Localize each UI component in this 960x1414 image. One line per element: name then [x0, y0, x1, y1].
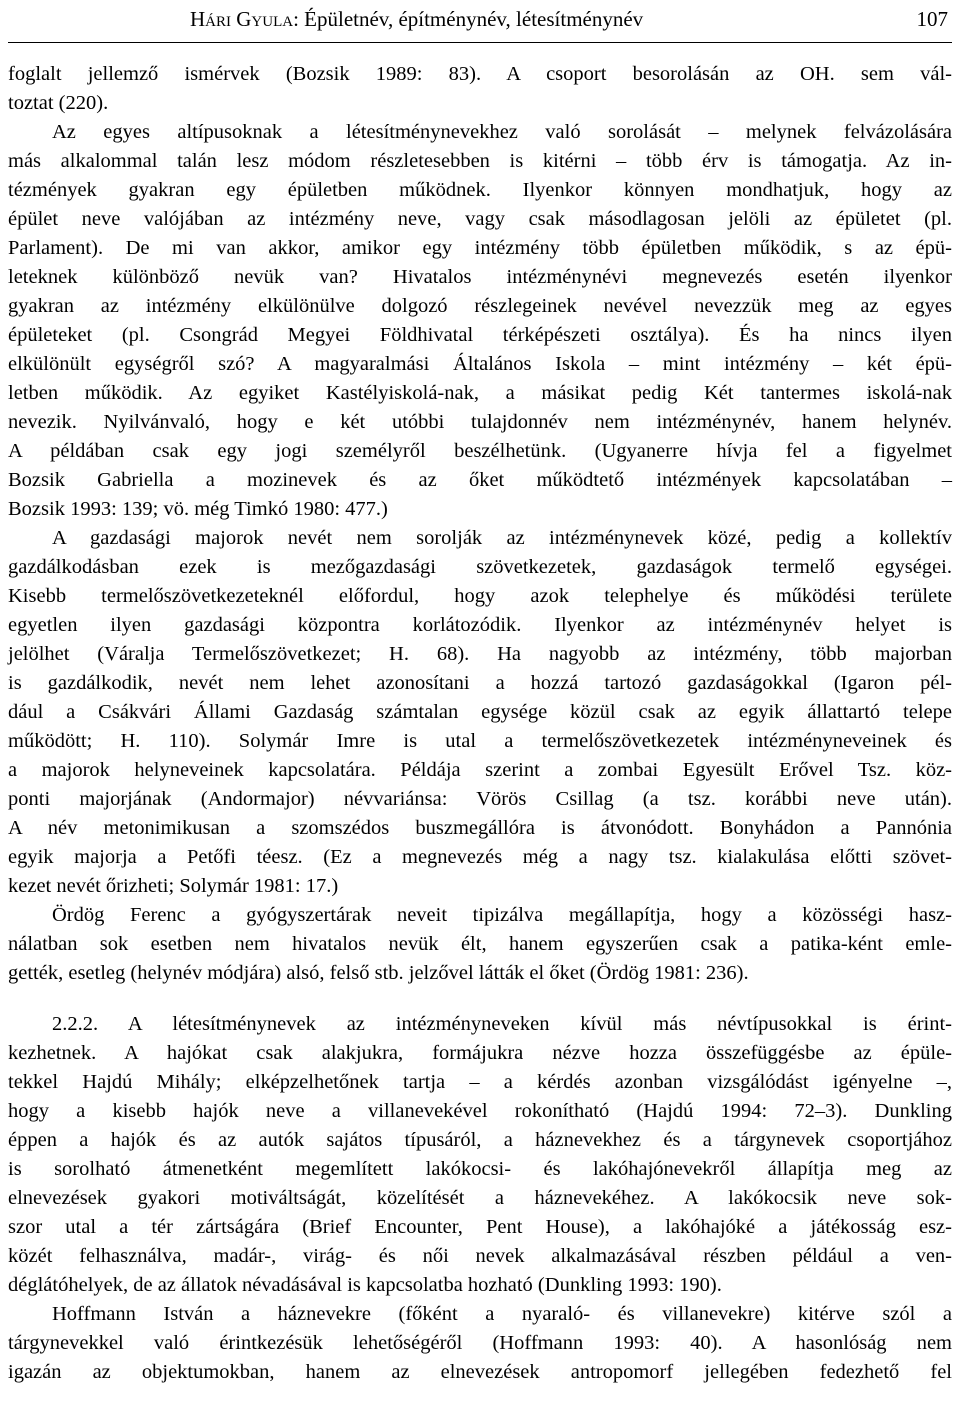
text-line: dául a Csákvári Állami Gazdaság számtalan egysége közül csak az egyik állattartó telepe: [8, 701, 952, 723]
text-line: is gazdálkodik, nevét nem lehet azonosítani a hozzá tartozó gazdaságokkal (Igaron pél-: [8, 672, 952, 694]
header-title: Hári Gyula: Épületnév, építménynév, létesítménynév: [190, 7, 644, 31]
text-line: gazdálkodásban ezek is mezőgazdasági szövetkezetek, gazdaságok termelő egységei.: [8, 556, 952, 578]
text-line: 2.2.2. A létesítménynevek az intézményneveken kívül más névtípusokkal is érint-: [52, 1013, 952, 1035]
text-line: a majorok helyneveinek kapcsolatára. Példája szerint a zombai Egyesült Erővel Tsz. köz-: [8, 759, 952, 781]
text-line: elnevezések gyakori motiváltságát, közelítését a háznevekéhez. A lakókocsik neve sok-: [8, 1187, 952, 1209]
text-line: épületeket (pl. Csongrád Megyei Földhivatal térképészeti osztálya). És ha nincs ilyen: [8, 324, 952, 346]
text-line: Bozsik 1993: 139; vö. még Timkó 1980: 477.): [8, 498, 388, 520]
text-line: kezhetnek. A hajókat csak alakjukra, formájukra nézve hozza összefüggésbe az épüle-: [8, 1042, 952, 1064]
text-line: tekkel Hajdú Mihály; elképzelhetőnek tartja – a kérdés azonban vizsgálódást igényelne –,: [8, 1071, 952, 1093]
text-line: épület neve valójában az intézmény neve, vagy csak másodlagosan jelöli az épületet (pl.: [8, 208, 952, 230]
text-line: A példában csak egy jogi személyről beszélhetünk. (Ugyanerre hívja fel a figyelmet: [8, 440, 952, 462]
text-line: működött; H. 110). Solymár Imre is utal a termelőszövetkezetek intézményneveinek és: [8, 730, 952, 752]
text-line: egyik majorja a Petőfi téesz. (Ez a megnevezés még a nagy tsz. kialakulása előtti szövet-: [8, 846, 952, 868]
text-line: közét felhasználva, madár-, virág- és női nevek alkalmazásával részben például a ven-: [8, 1245, 952, 1267]
text-line: déglátóhelyek, de az állatok névadásával is kapcsolatba hozható (Dunkling 1993: 190).: [8, 1274, 722, 1296]
text-line: A gazdasági majorok nevét nem sorolják az intézménynevek közé, pedig a kollektív: [52, 527, 952, 549]
text-line: Parlament). De mi van akkor, amikor egy intézmény több épületben működik, s az épü-: [8, 237, 952, 259]
text-line: ponti majorjának (Andormajor) névvariánsa: Vörös Csillag (a tsz. korábbi neve után).: [8, 788, 952, 810]
text-line: Hoffmann István a háznevekre (főként a nyaraló- és villanevekre) kitérve szól a: [52, 1303, 952, 1325]
text-line: gyakran az intézmény elkülönülve dolgozó részlegeinek nevével nevezzük meg az egyes: [8, 295, 952, 317]
text-line: A név metonimikusan a szomszédos buszmegállóra is átvonódott. Bonyhádon a Pannónia: [8, 817, 952, 839]
header-author: Hári Gyula: [190, 7, 294, 31]
text-line: Az egyes altípusoknak a létesítménynevekhez való sorolását – melynek felvázolására: [52, 121, 952, 143]
text-line: leteknek különböző nevük van? Hivatalos intézménynévi megnevezés esetén ilyenkor: [8, 266, 952, 288]
running-header: [8, 5, 952, 41]
text-line: gették, esetleg (helynév módjára) alsó, felső stb. jelzővel látták el őket (Ördög 1981: 236).: [8, 962, 749, 984]
text-line: Bozsik Gabriella a mozinevek és az őket működtető intézmények kapcsolatában –: [8, 469, 952, 491]
text-line: igazán az objektumokban, hanem az elnevezések antropomorf jellegében fedezhető fel: [8, 1361, 952, 1383]
page-number: 107: [916, 7, 948, 31]
text-line: elkülönült egységről szó? A magyaralmási Általános Iskola – mint intézmény – két épü-: [8, 353, 952, 375]
text-line: tárgynevekkel való érintkezésük lehetőségéről (Hoffmann 1993: 40). A hasonlóság nem: [8, 1332, 952, 1354]
text-line: jelölhet (Váralja Termelőszövetkezet; H. 68). Ha nagyobb az intézmény, több majorban: [8, 643, 952, 665]
header-chapter-title: Épületnév, építménynév, létesítménynév: [304, 7, 644, 31]
text-line: Ördög Ferenc a gyógyszertárak neveit tipizálva megállapítja, hogy a közösségi hasz-: [52, 904, 952, 926]
text-line: hogy a kisebb hajók neve a villanevekével rokonítható (Hajdú 1994: 72–3). Dunkling: [8, 1100, 952, 1122]
text-line: tézmények gyakran egy épületben működnek. Ilyenkor könnyen mondhatjuk, hogy az: [8, 179, 952, 201]
text-line: letben működik. Az egyiket Kastélyiskolá-nak, a másikat pedig Két tantermes iskolá-nak: [8, 382, 952, 404]
text-line: más alkalommal talán lesz módom részletesebben is kitérni – több érv is támogatja. Az in-: [8, 150, 952, 172]
page-body: [8, 63, 952, 1390]
text-line: toztat (220).: [8, 92, 109, 114]
text-line: foglalt jellemző ismérvek (Bozsik 1989: 83). A csoport besorolásán az OH. sem vál-: [8, 63, 952, 85]
text-line: nálatban sok esetben nem hivatalos nevük élt, hanem egyszerűen csak a patika-ként emle-: [8, 933, 952, 955]
text-line: Kisebb termelőszövetkezeteknél előfordul, hogy azok telephelye és működési területe: [8, 585, 952, 607]
text-line: kezet nevét őrizheti; Solymár 1981: 17.): [8, 875, 339, 897]
text-line: nevezik. Nyilvánvaló, hogy e két utóbbi tulajdonnév nem intézménynév, hanem helynév.: [8, 411, 952, 433]
text-line: is sorolható átmenetként megemlített lakókocsi- és lakóhajónevekről állapítja meg az: [8, 1158, 952, 1180]
header-rule: [8, 42, 952, 43]
text-line: szor utal a tér zártságára (Brief Encounter, Pent House), a lakóhajóké a játékosság esz-: [8, 1216, 952, 1238]
text-line: éppen a hajók és az autók sajátos típusáról, a háznevekhez és a tárgynevek csoportjához: [8, 1129, 952, 1151]
text-line: egyetlen ilyen gazdasági központra korlátozódik. Ilyenkor az intézménynév helyet is: [8, 614, 952, 636]
